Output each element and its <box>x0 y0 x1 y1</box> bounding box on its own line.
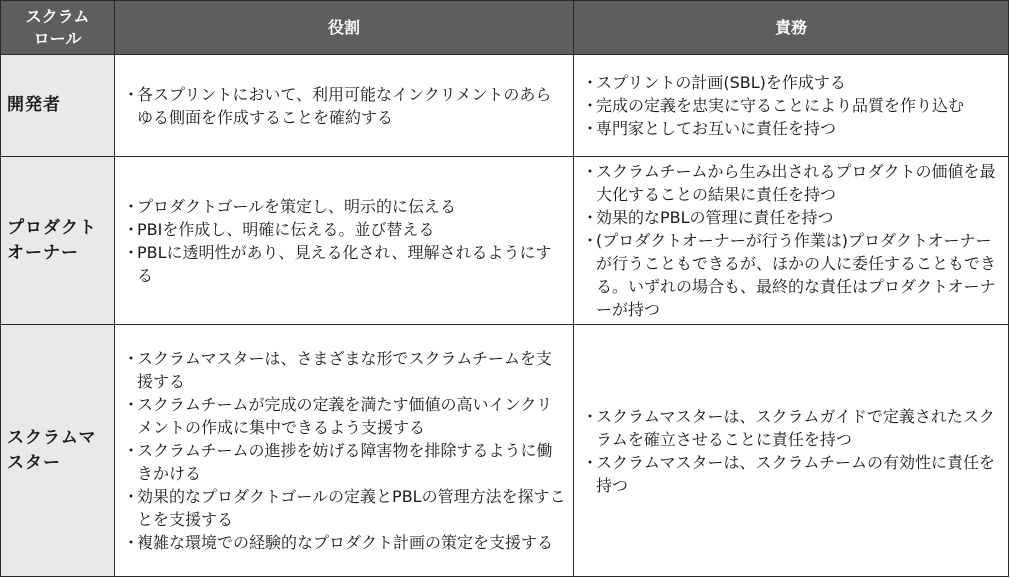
list-item: ・ 完成の定義を忠実に守ることにより品質を作り込む <box>582 96 965 115</box>
table-row-product-owner <box>1 157 1009 325</box>
list-item: ・ 効果的なPBLの管理に責任を持つ <box>582 208 834 227</box>
role-cell-developers <box>1 55 115 157</box>
responsibility-list <box>580 71 1002 140</box>
list-item: ・ スクラムチームから生み出されるプロダクトの価値を最大化することの結果に責任を持つ <box>582 162 996 204</box>
list-item: ・ スクラムチームの進捗を妨げる障害物を排除するように働きかける <box>123 441 553 483</box>
duty-list <box>121 195 567 287</box>
responsibility-cell-developers <box>574 55 1009 157</box>
responsibility-cell-scrum-master <box>574 325 1009 577</box>
list-item: ・ スクラムチームが完成の定義を満たす価値の高いインクリメントの作成に集中できるよう支援する <box>123 395 553 437</box>
role-name-line-1: スクラムマ <box>7 427 97 448</box>
duty-cell-product-owner <box>115 157 574 325</box>
list-item: ・ 複雑な環境での経験的なプロダクト計画の策定を支援する <box>123 533 554 552</box>
header-scrum-role <box>1 1 115 55</box>
duty-cell-developers <box>115 55 574 157</box>
role-name-line-2: オーナー <box>7 242 79 263</box>
header-scrum-role-line-1: スクラム <box>25 6 90 26</box>
role-cell-product-owner <box>1 157 115 325</box>
list-item: ・ スプリントの計画(SBL)を作成する <box>582 73 846 92</box>
list-item: ・ (プロダクトオーナーが行う作業は)プロダクトオーナーが行うこともできるが、ほかの人に委任することもできる。いずれの場合も、最終的な責任はプロダクトオーナーが持つ <box>582 231 997 319</box>
duty-list <box>121 347 567 554</box>
list-item: ・ 専門家としてお互いに責任を持つ <box>582 119 837 138</box>
responsibility-list <box>580 405 1002 497</box>
table-row-scrum-master <box>1 325 1009 577</box>
responsibility-list <box>580 160 1002 321</box>
list-item: ・ スクラムマスターは、スクラムチームの有効性に責任を持つ <box>582 452 996 495</box>
header-duty: 役割 <box>115 1 574 55</box>
list-item: ・ PBLに透明性があり、見える化され、理解されるようにする <box>123 242 552 285</box>
list-item: ・ スクラムマスターは、さまざまな形でスクラムチームを支援する <box>123 349 553 391</box>
role-name-line-1: プロダクト <box>7 217 97 238</box>
table-header-row <box>1 1 1009 55</box>
list-item: ・ PBIを作成し、明確に伝える。並び替える <box>123 219 435 239</box>
role-name-line-2: スター <box>7 452 61 473</box>
role-cell-scrum-master <box>1 325 115 577</box>
list-item: ・ プロダクトゴールを策定し、明示的に伝える <box>123 196 457 216</box>
table-row-developers <box>1 55 1009 157</box>
responsibility-cell-product-owner <box>574 157 1009 325</box>
list-item: ・ 各スプリントにおいて、利用可能なインクリメントのあらゆる側面を作成することを確約する <box>123 84 552 127</box>
header-responsibility: 責務 <box>574 1 1009 55</box>
list-item: ・ 効果的なプロダクトゴールの定義とPBLの管理方法を探すことを支援する <box>123 487 566 529</box>
duty-list <box>121 83 567 129</box>
list-item: ・ スクラムマスターは、スクラムガイドで定義されたスクラムを確立させることに責任を持つ <box>582 406 995 449</box>
role-name: 開発者 <box>7 95 61 115</box>
header-scrum-role-line-2: ロール <box>33 28 82 48</box>
duty-cell-scrum-master <box>115 325 574 577</box>
